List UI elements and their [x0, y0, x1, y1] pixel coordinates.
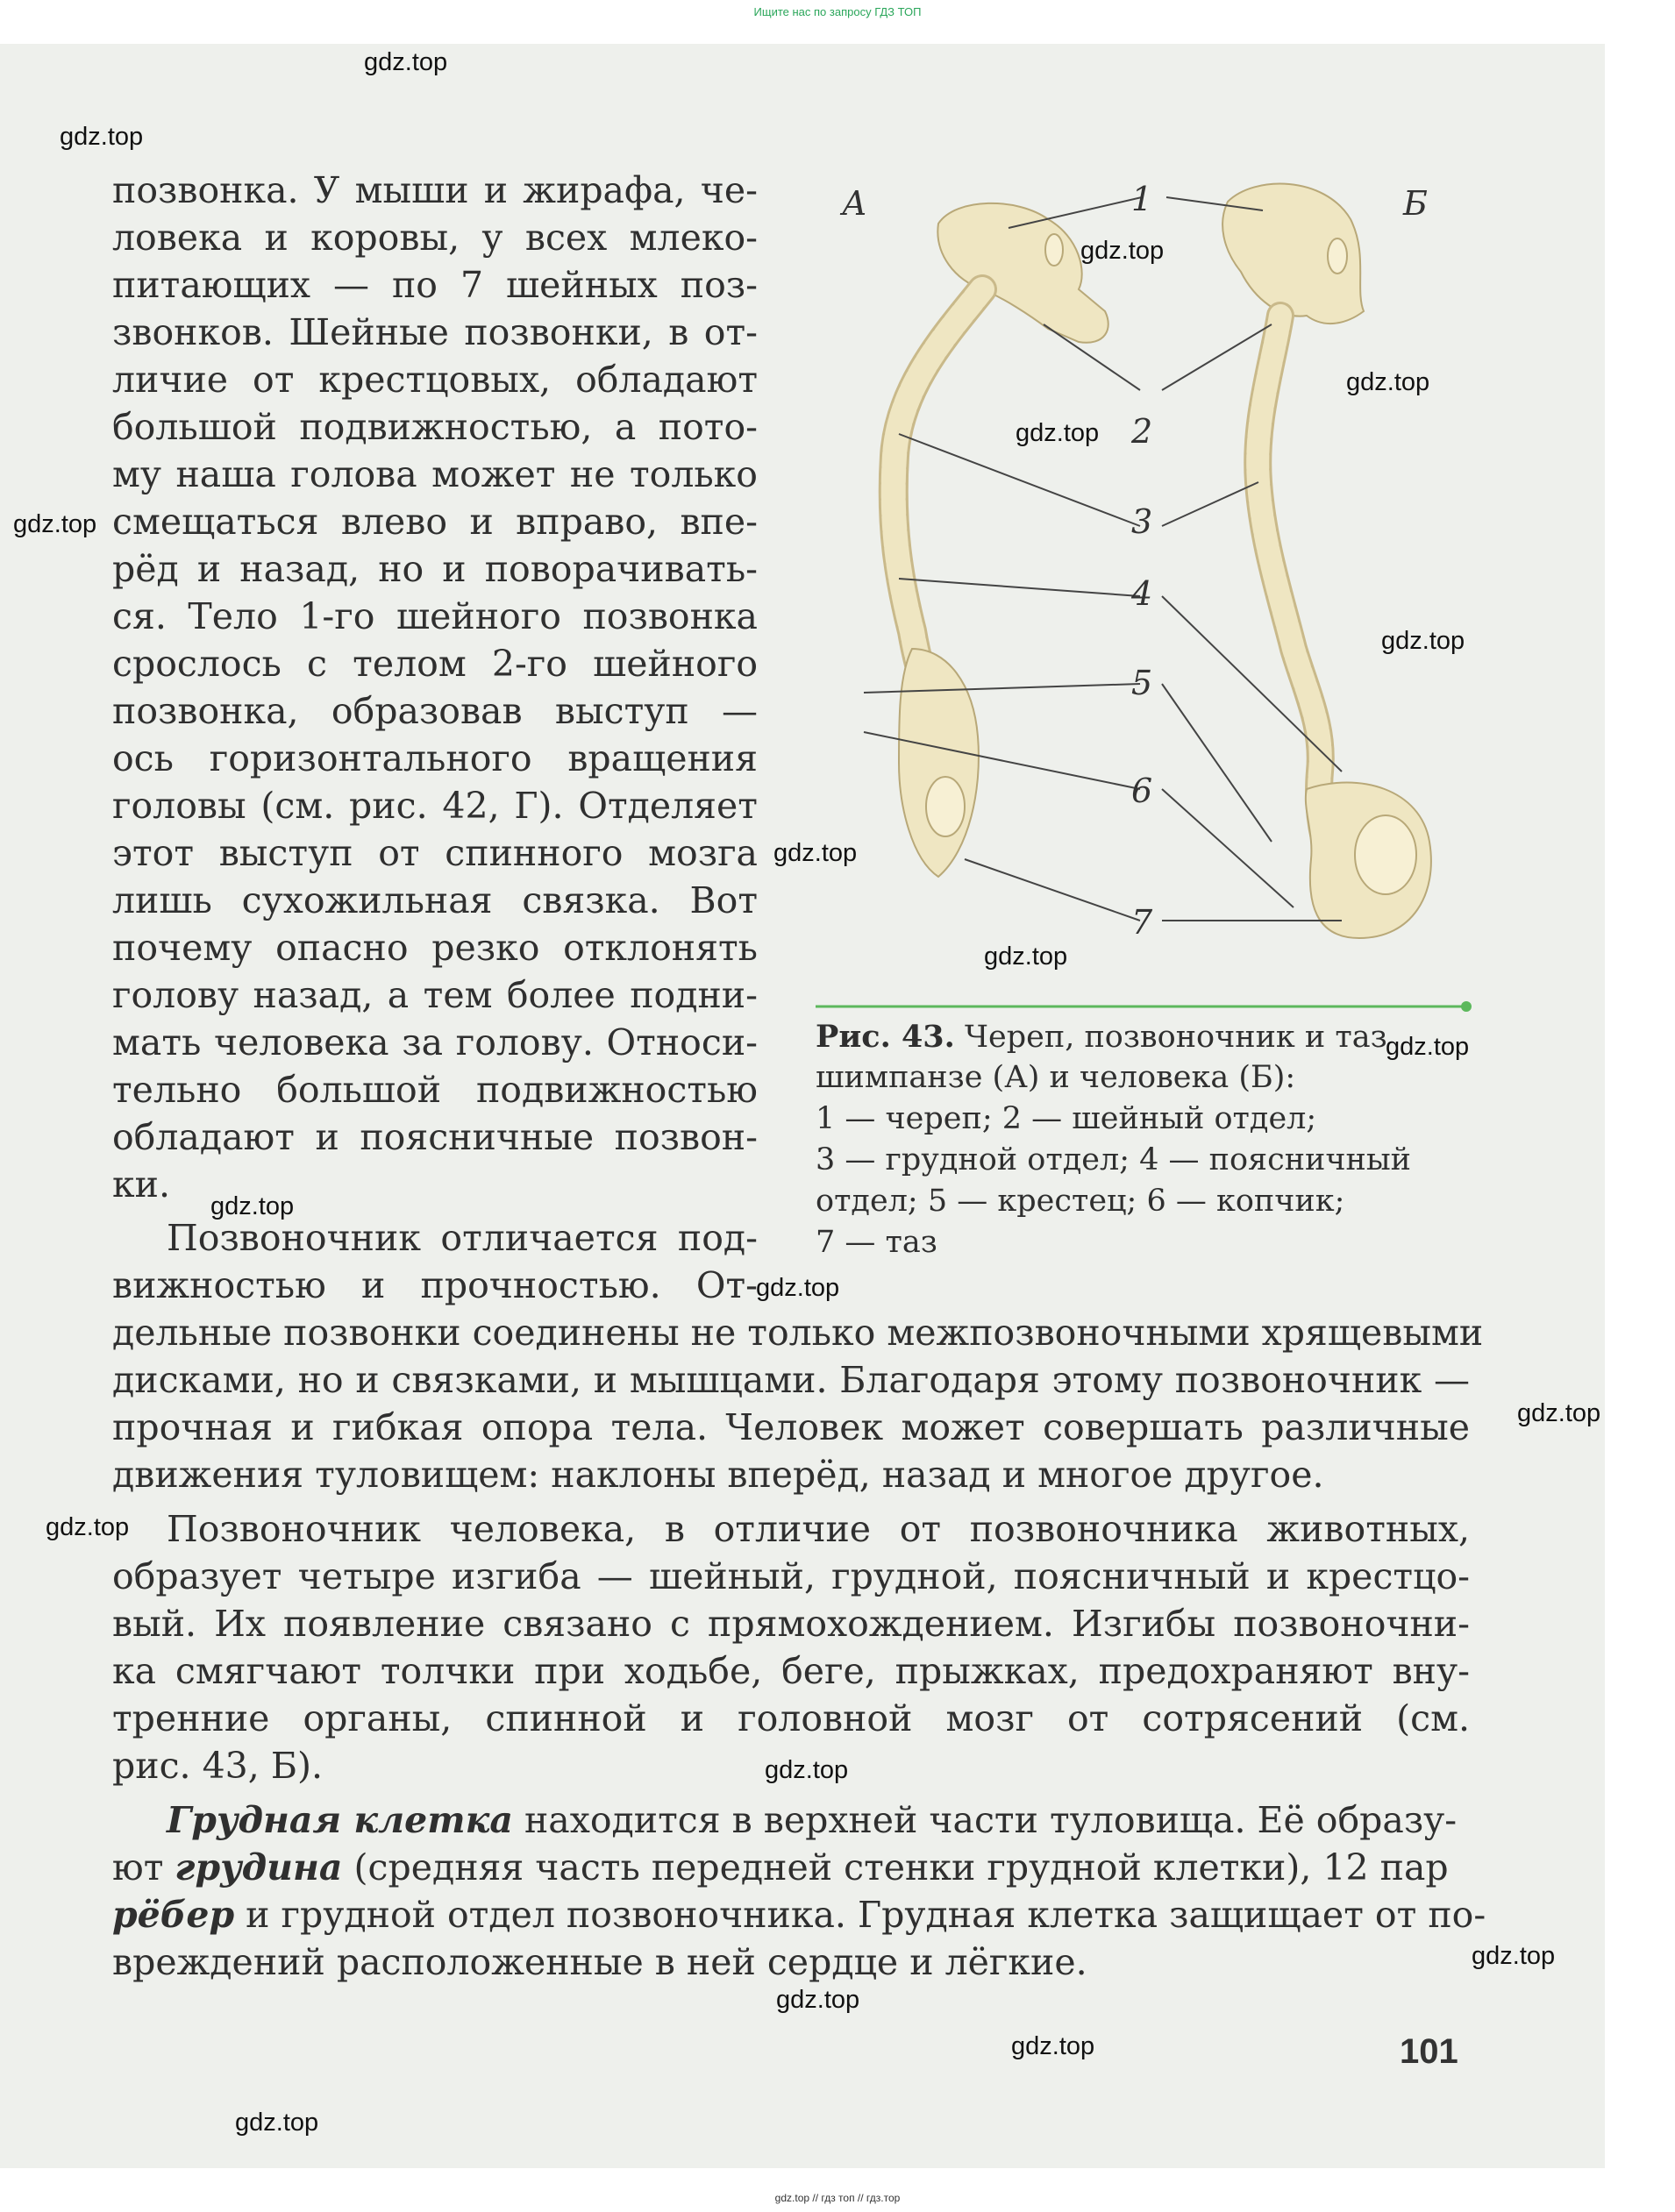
figure-number: 7: [1131, 903, 1153, 942]
figure-number: 2: [1131, 412, 1153, 451]
figure-number: 3: [1131, 502, 1153, 541]
figure-number: 4: [1131, 574, 1153, 613]
text-line: [167, 1799, 1458, 1841]
watermark: gdz.top: [210, 1192, 295, 1220]
text-line: головы (см. рис. 42, Г). Отделяет: [112, 785, 758, 827]
text-line: большой подвижностью, а пото-: [112, 406, 758, 448]
bottom-banner[interactable]: gdz.top // гдз топ // гдз.тор: [774, 2192, 901, 2204]
watermark: gdz.top: [984, 942, 1068, 971]
text-line: ки.: [112, 1163, 170, 1206]
figure-label-b: Б: [1403, 184, 1428, 223]
text-line: ся. Тело 1-го шейного позвонка: [112, 595, 758, 637]
text-line: тренние органы, спинной и головной мозг от сотрясений (см.: [112, 1697, 1470, 1739]
caption-line: шимпанзе (А) и человека (Б):: [816, 1060, 1296, 1095]
watermark: gdz.top: [364, 48, 448, 76]
caption-title: Рис. 43.: [816, 1019, 955, 1055]
text-line: вый. Их появление связано с прямохождением. Изгибы позвоночни-: [112, 1603, 1470, 1645]
text-span: ют: [112, 1846, 175, 1888]
watermark: gdz.top: [1011, 2032, 1095, 2060]
watermark: gdz.top: [60, 123, 144, 151]
text-line: [112, 1894, 1486, 1936]
watermark: gdz.top: [1016, 419, 1100, 447]
text-line: движения туловищем: наклоны вперёд, назад и многое другое.: [112, 1454, 1324, 1496]
text-line: этот выступ от спинного мозга: [112, 832, 758, 874]
watermark: gdz.top: [765, 1756, 849, 1784]
term-chest: Грудная клетка: [167, 1799, 513, 1841]
text-span: и грудной отдел позвоночника. Грудная клетка защищает от по-: [234, 1894, 1486, 1936]
text-line: дисками, но и связками, и мышцами. Благодаря этому позвоночник —: [112, 1359, 1470, 1401]
text-line: ка смягчают толчки при ходьбе, беге, прыжках, предохраняют вну-: [112, 1650, 1470, 1692]
figure-label-a: А: [842, 184, 867, 223]
caption-line: 3 — грудной отдел; 4 — поясничный: [816, 1142, 1412, 1177]
text-line: дельные позвонки соединены не только межпозвоночными хрящевыми: [112, 1312, 1484, 1354]
text-line: позвонка. У мыши и жирафа, че-: [112, 169, 758, 211]
text-line: рис. 43, Б).: [112, 1745, 323, 1787]
watermark: gdz.top: [13, 510, 97, 538]
term-ribs: рёбер: [112, 1894, 235, 1936]
caption-line: [816, 1021, 1387, 1053]
watermark: gdz.top: [1381, 627, 1465, 655]
text-line: голову назад, а тем более подни-: [112, 974, 758, 1016]
text-line: звонков. Шейные позвонки, в от-: [112, 311, 758, 353]
text-line: обладают и поясничные позвон-: [112, 1116, 758, 1158]
text-line: му наша голова может не только: [112, 453, 758, 495]
watermark: gdz.top: [776, 1986, 860, 2014]
caption-rule: [816, 999, 1473, 1014]
figure-number: 1: [1131, 180, 1153, 218]
text-line: тельно большой подвижностью: [112, 1069, 758, 1111]
text-span: Череп, позвоночник и таз: [954, 1020, 1387, 1055]
watermark: gdz.top: [1346, 368, 1430, 396]
text-line: вреждений расположенные в ней сердце и лёгкие.: [112, 1941, 1087, 1983]
text-line: прочная и гибкая опора тела. Человек может совершать различные: [112, 1406, 1470, 1448]
watermark: gdz.top: [235, 2109, 319, 2137]
text-span: находится в верхней части туловища. Её образу-: [512, 1799, 1458, 1841]
human-skeleton: [1222, 184, 1431, 938]
text-line: мать человека за голову. Относи-: [112, 1021, 758, 1063]
figure-number: 6: [1131, 772, 1153, 810]
text-line: лишь сухожильная связка. Вот: [112, 879, 758, 921]
caption-line: 7 — таз: [816, 1225, 937, 1260]
watermark: gdz.top: [46, 1513, 130, 1541]
watermark: gdz.top: [1386, 1033, 1470, 1061]
text-line: ловека и коровы, у всех млеко-: [112, 217, 758, 259]
watermark: gdz.top: [773, 839, 858, 867]
text-line: Позвоночник отличается под-: [167, 1217, 758, 1259]
text-line: Позвоночник человека, в отличие от позвоночника животных,: [167, 1508, 1470, 1550]
page-number: 101: [1400, 2032, 1458, 2071]
text-line: [112, 1846, 1449, 1888]
watermark: gdz.top: [756, 1274, 840, 1302]
top-banner[interactable]: Ищите нас по запросу ГДЗ ТОП: [753, 5, 922, 18]
text-line: ось горизонтального вращения: [112, 737, 758, 779]
text-line: личие от крестцовых, обладают: [112, 359, 758, 401]
text-line: рёд и назад, но и поворачивать-: [112, 548, 758, 590]
watermark: gdz.top: [1080, 237, 1165, 265]
skeleton-figure: [816, 158, 1482, 973]
text-line: позвонка, образовав выступ —: [112, 690, 758, 732]
figure-number: 5: [1131, 664, 1153, 702]
text-line: срослось с телом 2-го шейного: [112, 643, 758, 685]
watermark: gdz.top: [1472, 1942, 1556, 1970]
text-line: образует четыре изгиба — шейный, грудной, поясничный и крестцо-: [112, 1555, 1470, 1597]
text-line: смещаться влево и вправо, впе-: [112, 501, 758, 543]
text-line: почему опасно резко отклонять: [112, 927, 758, 969]
caption-line: 1 — череп; 2 — шейный отдел;: [816, 1101, 1317, 1136]
text-line: питающих — по 7 шейных поз-: [112, 264, 758, 306]
text-span: (средняя часть передней стенки грудной клетки), 12 пар: [342, 1846, 1449, 1888]
watermark: gdz.top: [1517, 1399, 1601, 1427]
term-sternum: грудина: [175, 1846, 343, 1888]
caption-line: отдел; 5 — крестец; 6 — копчик;: [816, 1184, 1345, 1219]
text-line: вижностью и прочностью. От-: [112, 1264, 758, 1306]
